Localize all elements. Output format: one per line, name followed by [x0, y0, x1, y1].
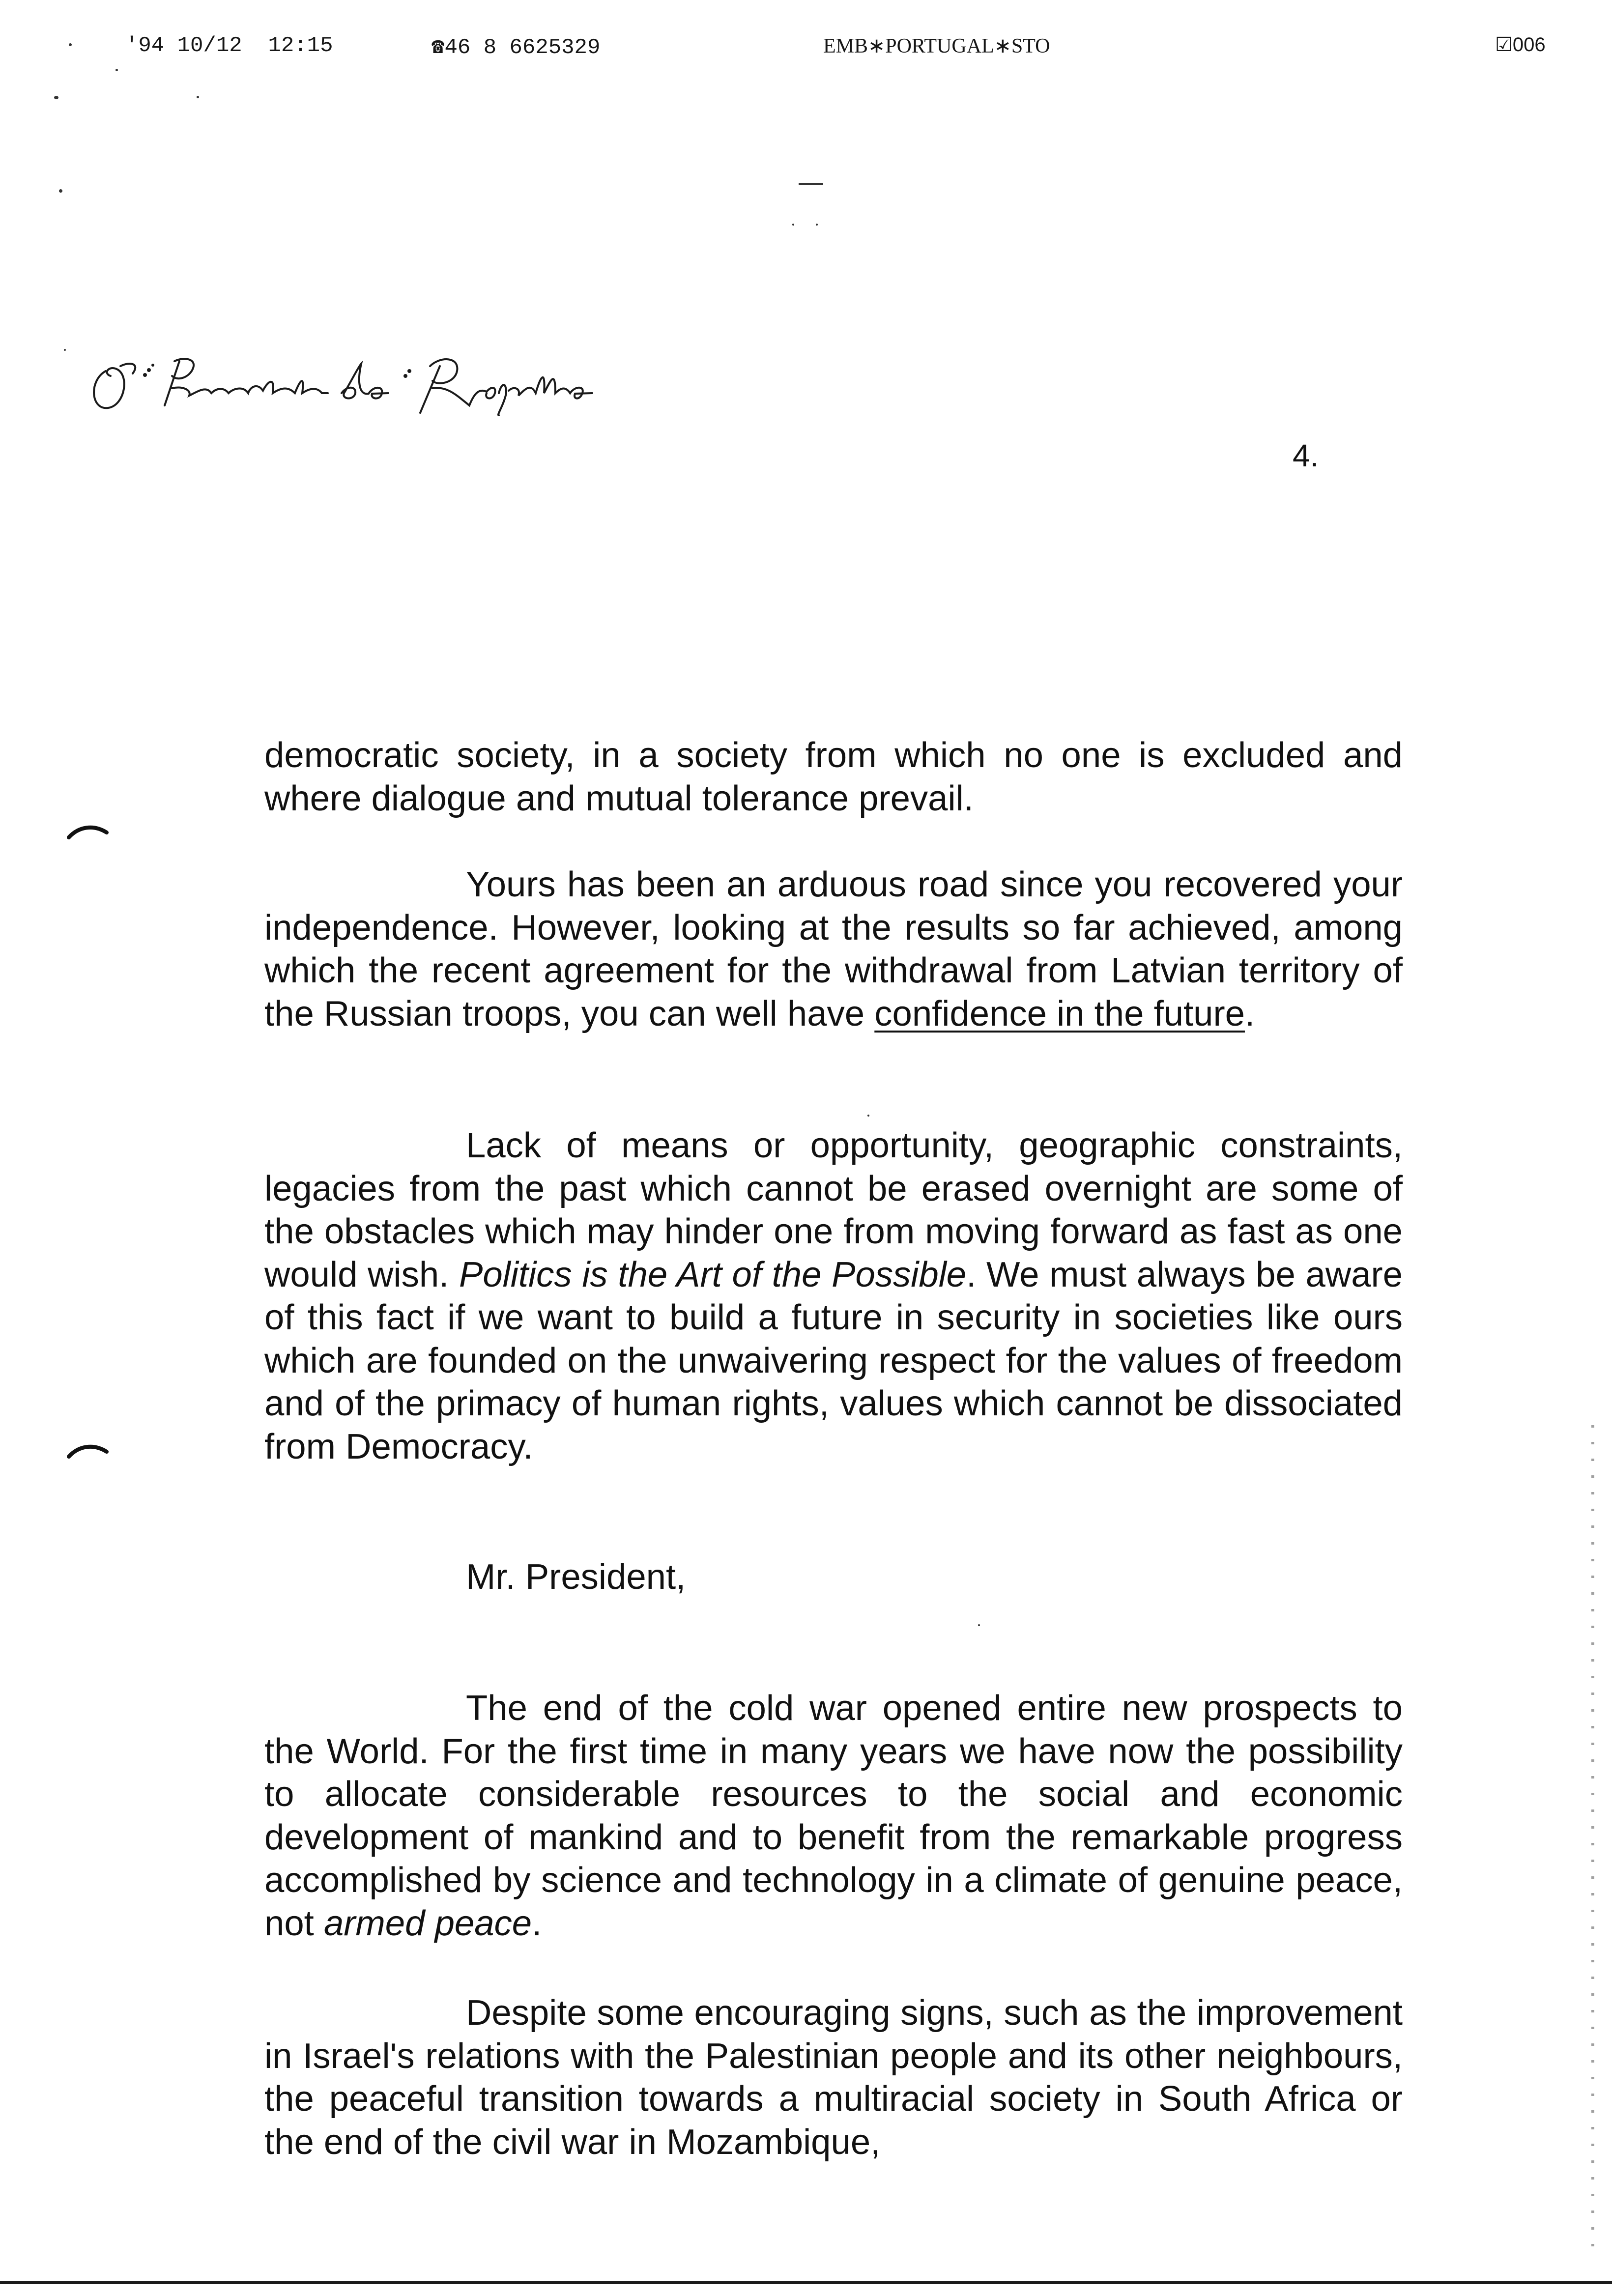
paragraph-1: [264, 734, 1403, 820]
paragraph-4-lead: The end of the cold war opened entire new prospects to the World. For the first time in many years we have now the possibility to allocate considerable resources to the social and economic development of mankind and to benefit from the remarkable progress accomplished by science and technology in a climate of genuine peace, not: [264, 1688, 1403, 1943]
fax-page-counter: ☑006: [1495, 34, 1546, 56]
paragraph-3-end: . We must always be aware of this fact if we want to build a future in security in societies like ours which are founded on the unwaivering respect for the values of freedom and of the primacy of human rights, values which cannot be dissociated from Democracy.: [264, 1254, 1403, 1466]
scan-speck: [115, 69, 118, 71]
paragraph-5: [264, 1991, 1403, 2163]
paragraph-2-text: [264, 863, 1403, 1035]
paragraph-5-text: Despite some encouraging signs, such as the improvement in Israel's relations with the Palestinian people and its other neighbours, the peaceful transition towards a multiracial society in South Africa or the end of the civil war in Mozambique,: [264, 1993, 1403, 2162]
paragraph-2-end: .: [1244, 993, 1255, 1033]
margin-mark-lower: [66, 1441, 111, 1461]
scan-edge-dots: [1591, 1425, 1594, 2261]
scan-speck: [978, 1624, 980, 1626]
paragraph-4-end: .: [532, 1903, 542, 1943]
scan-speck: [59, 189, 62, 193]
paragraph-2: [264, 863, 1403, 1035]
fax-datetime: '94 10/12 12:15: [125, 33, 333, 58]
fax-phone-number: ☎46 8 6625329: [432, 35, 601, 60]
scan-speck: [799, 183, 823, 185]
fax-sender-id: EMB∗PORTUGAL∗STO: [823, 35, 1050, 57]
page-bottom-edge: [0, 2281, 1612, 2284]
paragraph-4: [264, 1687, 1403, 1945]
scan-speck: [69, 43, 72, 46]
salutation-text: Mr. President,: [466, 1557, 686, 1597]
scan-speck: [792, 224, 794, 226]
underlined-phrase: confidence in the future: [874, 993, 1245, 1033]
margin-mark-upper: [66, 822, 111, 841]
paragraph-3-text: [264, 1124, 1403, 1468]
paragraph-1-text: democratic society, in a society from which no one is excluded and where dialogue and mutual tolerance prevail.: [264, 735, 1403, 818]
scan-speck: [197, 96, 199, 98]
fax-transmission-header: [0, 0, 1612, 108]
paragraph-3: [264, 1124, 1403, 1468]
paragraph-3-lead: Lack of means or opportunity, geographic constraints, legacies from the past which cannot be erased overnight are some of the obstacles which may hinder one from moving forward as fast as one would wish.: [264, 1125, 1403, 1294]
presidential-letterhead-script: [86, 346, 681, 420]
scan-speck: [54, 96, 58, 99]
scan-speck: [64, 349, 66, 351]
salutation: [264, 1555, 1403, 1599]
italic-phrase: armed peace: [323, 1903, 532, 1943]
paragraph-4-text: [264, 1687, 1403, 1945]
page-number: 4.: [1293, 438, 1319, 473]
paragraph-2-lead: Yours has been an arduous road since you recovered your independence. However, looking at the results so far achieved, among which the recent agreement for the withdrawal from Latvian territory of the Russian troops, you can well have: [264, 864, 1403, 1033]
scan-speck: [867, 1115, 869, 1117]
italic-phrase: Politics is the Art of the Possible: [459, 1254, 967, 1294]
scan-speck: [816, 224, 818, 226]
